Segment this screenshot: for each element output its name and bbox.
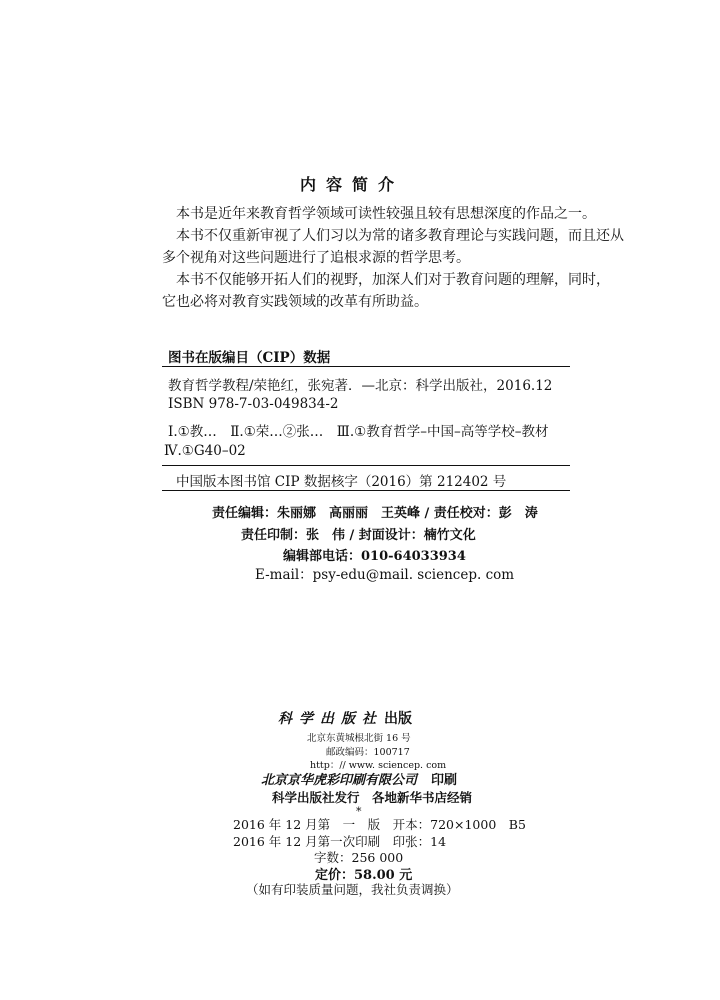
editors-line: 责任编辑：朱丽娜 高丽丽 王英峰 / 责任校对：彭 涛 (212, 506, 538, 521)
print-design-line: 责任印制：张 伟 / 封面设计：楠竹文化 (241, 528, 476, 543)
cip-line-3: Ⅰ.①教… Ⅱ.①荣…②张… Ⅲ.①教育哲学–中国–高等学校–教材 (168, 424, 549, 440)
cip-top-divider (162, 366, 570, 367)
summary-para-1-line-2: 本书不仅重新审视了人们习以为常的诸多教育理论与实践问题，而且还从 (176, 228, 624, 244)
word-count: 字数：256 000 (314, 850, 404, 865)
quality-note: （如有印装质量问题，我社负责调换） (246, 882, 459, 897)
edition-line: 2016 年 12 月第 一 版 开本：720×1000 B5 (233, 817, 526, 832)
cip-heading: 图书在版编目（CIP）数据 (168, 350, 331, 366)
separator-star: * (356, 805, 362, 818)
summary-para-1-line-3: 多个视角对这些问题进行了追根求源的哲学思考。 (162, 250, 470, 266)
publisher-logo-name: 科学出版社 (278, 711, 383, 727)
cip-line-4: Ⅳ.①G40–02 (164, 443, 246, 459)
printer-name: 北京京华虎彩印刷有限公司 (261, 773, 418, 788)
cip-line-2: ISBN 978-7-03-049834-2 (168, 396, 339, 412)
distribution-line: 科学出版社发行 各地新华书店经销 (272, 790, 473, 805)
summary-para-2-line-1: 本书不仅能够开拓人们的视野，加深人们对于教育问题的理解，同时， (176, 272, 610, 288)
printer-suffix: 印刷 (431, 773, 458, 788)
editorial-phone: 编辑部电话：010-64033934 (283, 549, 466, 564)
printing-line: 2016 年 12 月第一次印刷 印张：14 (233, 834, 447, 849)
publisher-website: http：// www. sciencep. com (310, 760, 447, 771)
cip-line-1: 教育哲学教程/荣艳红，张宛著．—北京：科学出版社，2016.12 (168, 378, 553, 394)
price: 定价：58.00 元 (315, 868, 413, 883)
publisher-suffix: 出版 (384, 711, 412, 727)
editorial-email: E-mail：psy-edu@mail. sciencep. com (255, 567, 515, 583)
summary-para-1-line-1: 本书是近年来教育哲学领域可读性较强且较有思想深度的作品之一。 (176, 206, 596, 222)
publisher-postcode: 邮政编码：100717 (326, 747, 410, 758)
publisher-address: 北京东黄城根北街 16 号 (307, 733, 411, 744)
cip-library-number: 中国版本图书馆 CIP 数据核字（2016）第 212402 号 (176, 474, 507, 490)
summary-heading: 内容简介 (300, 175, 405, 194)
cip-bottom-divider (162, 490, 570, 491)
summary-para-2-line-2: 它也必将对教育实践领域的改革有所助益。 (162, 294, 428, 310)
cip-middle-divider (162, 465, 570, 466)
